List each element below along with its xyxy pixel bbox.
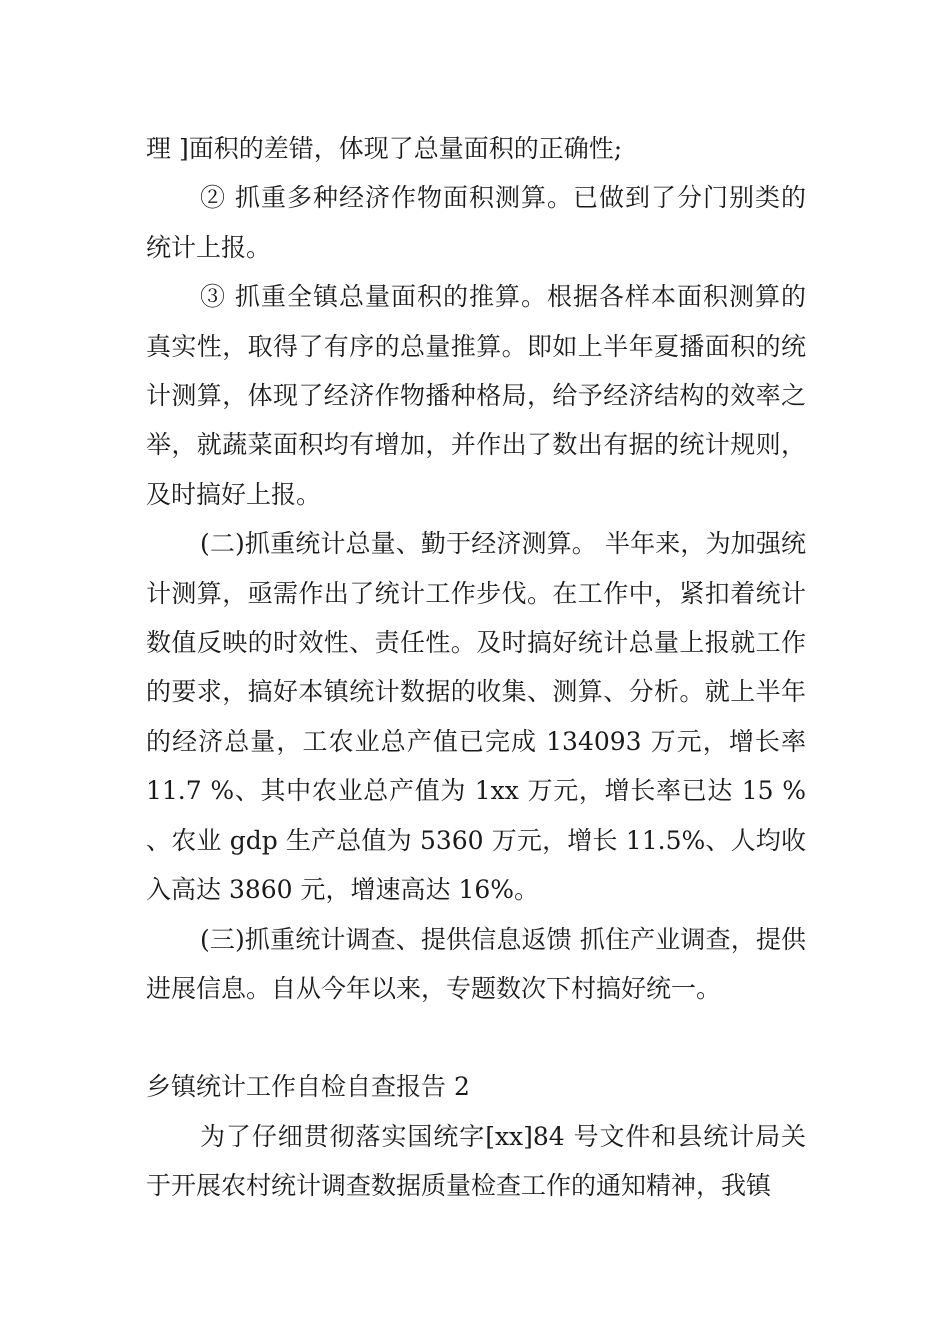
paragraph: ② 抓重多种经济作物面积测算。已做到了分门别类的统计上报。 — [146, 183, 806, 262]
paragraph: 为了仔细贯彻落实国统字[xx]84 号文件和县统计局关于开展农村统计调查数据质量检查工作的通知精神，我镇 — [146, 1121, 806, 1201]
paragraph: 理 ]面积的差错，体现了总量面积的正确性; — [146, 134, 623, 163]
paragraph: ③ 抓重全镇总量面积的推算。根据各样本面积测算的真实性，取得了有序的总量推算。即如上半年夏播面积的统计测算，体现了经济作物播种格局，给予经济结构的效率之举，就蔬菜面积均有增加，并作出了数出有据的统计规则，及时搞好上报。 — [146, 282, 806, 509]
document-body — [146, 124, 806, 1211]
section-heading: 乡镇统计工作自检自查报告 2 — [146, 1072, 470, 1102]
paragraph: (三)抓重统计调查、提供信息返馈 抓住产业调查，提供进展信息。自从今年以来，专题数次下村搞好统一。 — [146, 924, 806, 1003]
paragraph: (二)抓重统计总量、勤于经济测算。 半年来，为加强统计测算，亟需作出了统计工作步伐。在工作中，紧扣着统计数值反映的时效性、责任性。及时搞好统计总量上报就工作的要求，搞好本镇统计数据的收集、测算、分析。就上半年的经济总量，工农业总产值已完成 134093 万元，增长率 11.7 %、其中农业总产值为 1xx 万元，增长率已达 15 % 、农业 gdp 生产总值为 5360 万元，增长 11.5%、人均收入高达 3860 元，增速高达 16%。 — [146, 529, 806, 905]
section-gap — [146, 1013, 806, 1062]
